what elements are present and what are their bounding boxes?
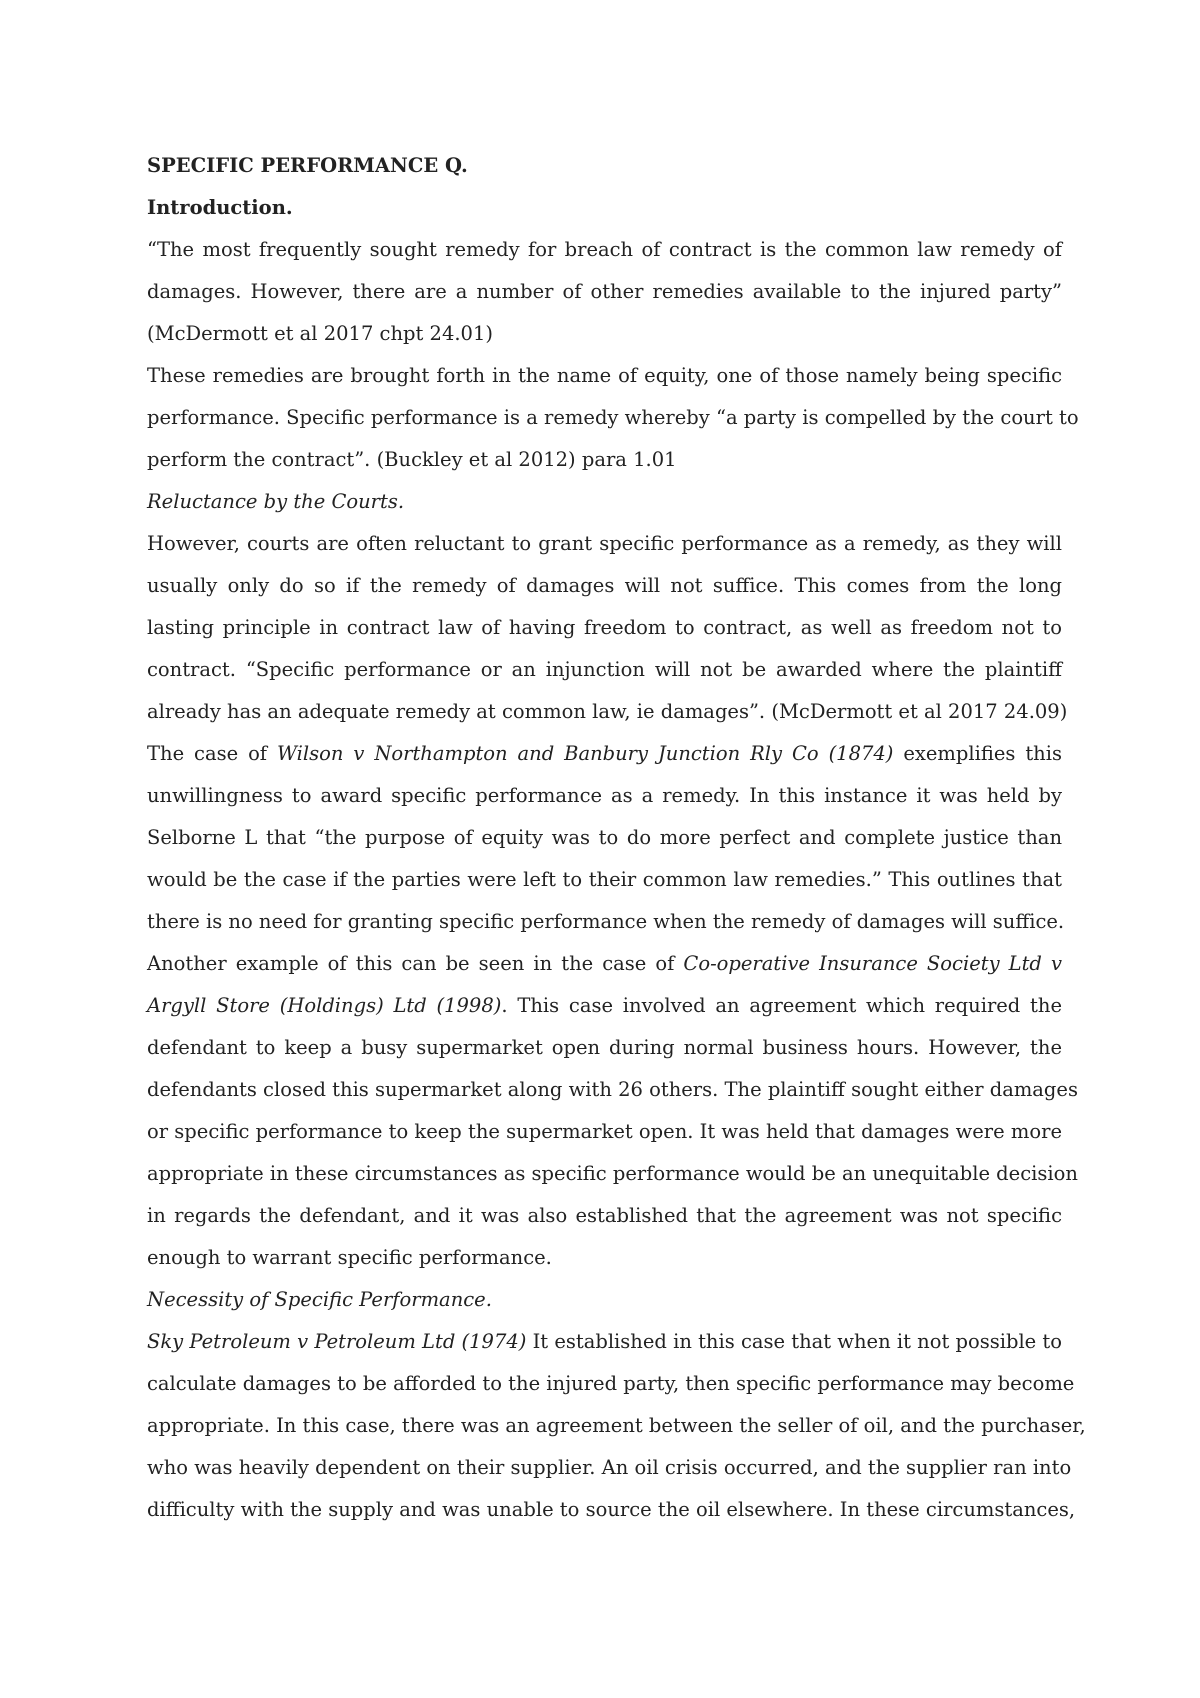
text-segment: defendants closed this supermarket along with 26 others. The plaintiff sought either damages <box>147 1078 1078 1101</box>
text-segment: Selborne L that “the purpose of equity was to do more perfect and complete justice than <box>147 826 1062 849</box>
text-line <box>147 649 1062 691</box>
case-citation: Sky Petroleum v Petroleum Ltd (1974) <box>147 1330 527 1353</box>
text-line <box>147 691 1068 733</box>
text-line <box>147 439 1062 481</box>
text-segment: (McDermott et al 2017 chpt 24.01) <box>147 322 493 345</box>
text-segment: who was heavily dependent on their supplier. An oil crisis occurred, and the supplier ran into <box>147 1456 1072 1479</box>
text-segment: contract. “Specific performance or an injunction will not be awarded where the plaintiff <box>147 658 1062 681</box>
text-line <box>147 1321 1062 1363</box>
text-line <box>147 733 1062 775</box>
text-line <box>147 607 1062 649</box>
text-segment: lasting principle in contract law of having freedom to contract, as well as freedom not to <box>147 616 1062 639</box>
text-line <box>147 1489 1076 1531</box>
section-heading <box>147 1279 1062 1321</box>
text-line <box>147 1405 1086 1447</box>
text-segment: Another example of this can be seen in the case of <box>147 952 684 975</box>
text-line <box>147 229 1062 271</box>
section-heading <box>147 481 1062 523</box>
text-segment: usually only do so if the remedy of damages will not suffice. This comes from the long <box>147 574 1062 597</box>
text-line <box>147 1363 1075 1405</box>
text-line <box>147 1447 1072 1489</box>
text-line <box>147 1195 1062 1237</box>
text-segment: defendant to keep a busy supermarket open during normal business hours. However, the <box>147 1036 1062 1059</box>
text-line <box>147 817 1062 859</box>
document-title: SPECIFIC PERFORMANCE Q. <box>147 154 468 177</box>
text-line <box>147 1153 1078 1195</box>
case-citation: Reluctance by the Courts. <box>147 490 405 513</box>
text-segment: These remedies are brought forth in the name of equity, one of those namely being specific <box>147 364 1062 387</box>
introduction-heading: Introduction. <box>147 196 293 219</box>
text-line <box>147 775 1062 817</box>
text-segment: unwillingness to award specific performance as a remedy. In this instance it was held by <box>147 784 1062 807</box>
text-segment: difficulty with the supply and was unable to source the oil elsewhere. In these circumstances, <box>147 1498 1076 1521</box>
text-segment: there is no need for granting specific performance when the remedy of damages will suffice. <box>147 910 1065 933</box>
text-segment: or specific performance to keep the supermarket open. It was held that damages were more <box>147 1120 1062 1143</box>
text-line <box>147 985 1062 1027</box>
text-segment: damages. However, there are a number of other remedies available to the injured party” <box>147 280 1062 303</box>
text-segment: performance. Specific performance is a remedy whereby “a party is compelled by the court to <box>147 406 1079 429</box>
text-line <box>147 271 1062 313</box>
case-citation: Co-operative Insurance Society Ltd v <box>683 952 1062 975</box>
text-segment: appropriate in these circumstances as specific performance would be an unequitable decision <box>147 1162 1078 1185</box>
text-line <box>147 901 1065 943</box>
case-citation: Argyll Store (Holdings) Ltd (1998) <box>147 994 502 1017</box>
text-segment: enough to warrant specific performance. <box>147 1246 552 1269</box>
text-segment: perform the contract”. (Buckley et al 2012) para 1.01 <box>147 448 677 471</box>
text-line <box>147 397 1079 439</box>
text-line <box>147 943 1062 985</box>
text-segment: calculate damages to be afforded to the injured party, then specific performance may become <box>147 1372 1075 1395</box>
text-line <box>147 1027 1062 1069</box>
text-line <box>147 1111 1062 1153</box>
text-line <box>147 1069 1078 1111</box>
text-line <box>147 1237 1062 1279</box>
text-segment: in regards the defendant, and it was also established that the agreement was not specific <box>147 1204 1062 1227</box>
text-segment: It established in this case that when it not possible to <box>526 1330 1062 1353</box>
text-segment: . This case involved an agreement which required the <box>501 994 1062 1017</box>
document-body <box>147 229 1086 1531</box>
case-citation: Necessity of Specific Performance. <box>147 1288 492 1311</box>
text-segment: appropriate. In this case, there was an agreement between the seller of oil, and the purchaser, <box>147 1414 1086 1437</box>
text-segment: exemplifies this <box>893 742 1062 765</box>
text-segment: However, courts are often reluctant to grant specific performance as a remedy, as they will <box>147 532 1062 555</box>
text-line <box>147 313 1062 355</box>
document-page <box>147 145 1086 1531</box>
text-segment: would be the case if the parties were left to their common law remedies.” This outlines that <box>147 868 1062 891</box>
text-line <box>147 565 1062 607</box>
text-line <box>147 523 1062 565</box>
text-segment: already has an adequate remedy at common law, ie damages”. (McDermott et al 2017 24.09) <box>147 700 1068 723</box>
text-line <box>147 355 1062 397</box>
text-line <box>147 859 1062 901</box>
case-citation: Wilson v Northampton and Banbury Junction Rly Co (1874) <box>276 742 894 765</box>
text-segment: The case of <box>147 742 277 765</box>
text-segment: “The most frequently sought remedy for breach of contract is the common law remedy of <box>147 238 1062 261</box>
